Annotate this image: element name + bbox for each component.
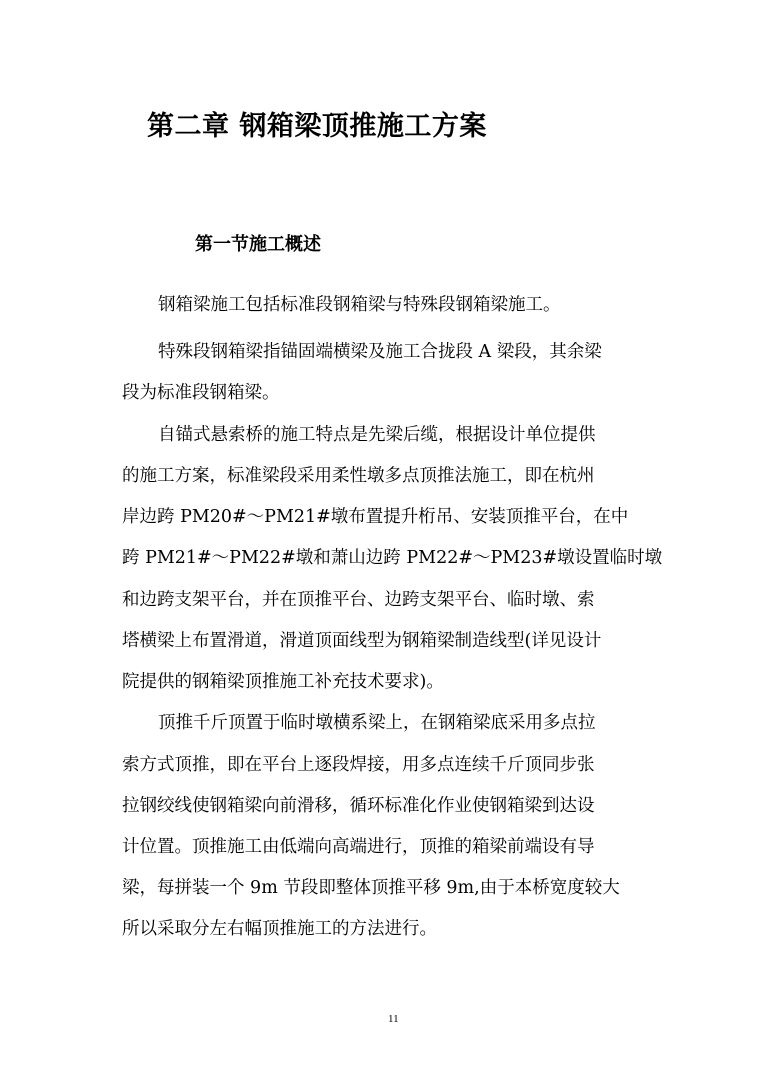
text-line: 索方式顶推，即在平台上逐段焊接，用多点连续千斤顶同步张 <box>122 755 595 775</box>
page-number: 11 <box>388 1013 399 1025</box>
text-line: 和边跨支架平台，并在顶推平台、边跨支架平台、临时墩、索 <box>122 590 595 610</box>
text-line: 钢箱梁施工包括标准段钢箱梁与特殊段钢箱梁施工。 <box>158 295 561 315</box>
chapter-title: 第二章 钢箱梁顶推施工方案 <box>147 111 487 142</box>
text-line: 跨 PM21#～PM22#墩和萧山边跨 PM22#～PM23#墩设置临时墩 <box>122 548 663 568</box>
text-line: 的施工方案，标准梁段采用柔性墩多点顶推法施工，即在杭州 <box>122 466 595 486</box>
text-line: 段为标准段钢箱梁。 <box>122 383 280 403</box>
text-line: 自锚式悬索桥的施工特点是先梁后缆，根据设计单位提供 <box>158 425 596 445</box>
text-line: 所以采取分左右幅顶推施工的方法进行。 <box>122 919 437 939</box>
section-title: 第一节施工概述 <box>195 234 321 255</box>
text-line: 顶推千斤顶置于临时墩横系梁上，在钢箱梁底采用多点拉 <box>158 713 596 733</box>
text-line: 塔横梁上布置滑道，滑道顶面线型为钢箱梁制造线型(详见设计 <box>122 631 602 651</box>
text-line: 特殊段钢箱梁指锚固端横梁及施工合拢段 A 梁段，其余梁 <box>158 342 602 362</box>
text-line: 岸边跨 PM20#～PM21#墩布置提升桁吊、安装顶推平台，在中 <box>122 507 629 527</box>
text-line: 院提供的钢箱梁顶推施工补充技术要求)。 <box>122 672 444 692</box>
text-line: 计位置。顶推施工由低端向高端进行，顶推的箱梁前端设有导 <box>122 837 595 857</box>
text-line: 梁，每拼装一个 9m 节段即整体顶推平移 9m,由于本桥宽度较大 <box>122 878 620 898</box>
text-line: 拉钢绞线使钢箱梁向前滑移，循环标准化作业使钢箱梁到达设 <box>122 796 595 816</box>
